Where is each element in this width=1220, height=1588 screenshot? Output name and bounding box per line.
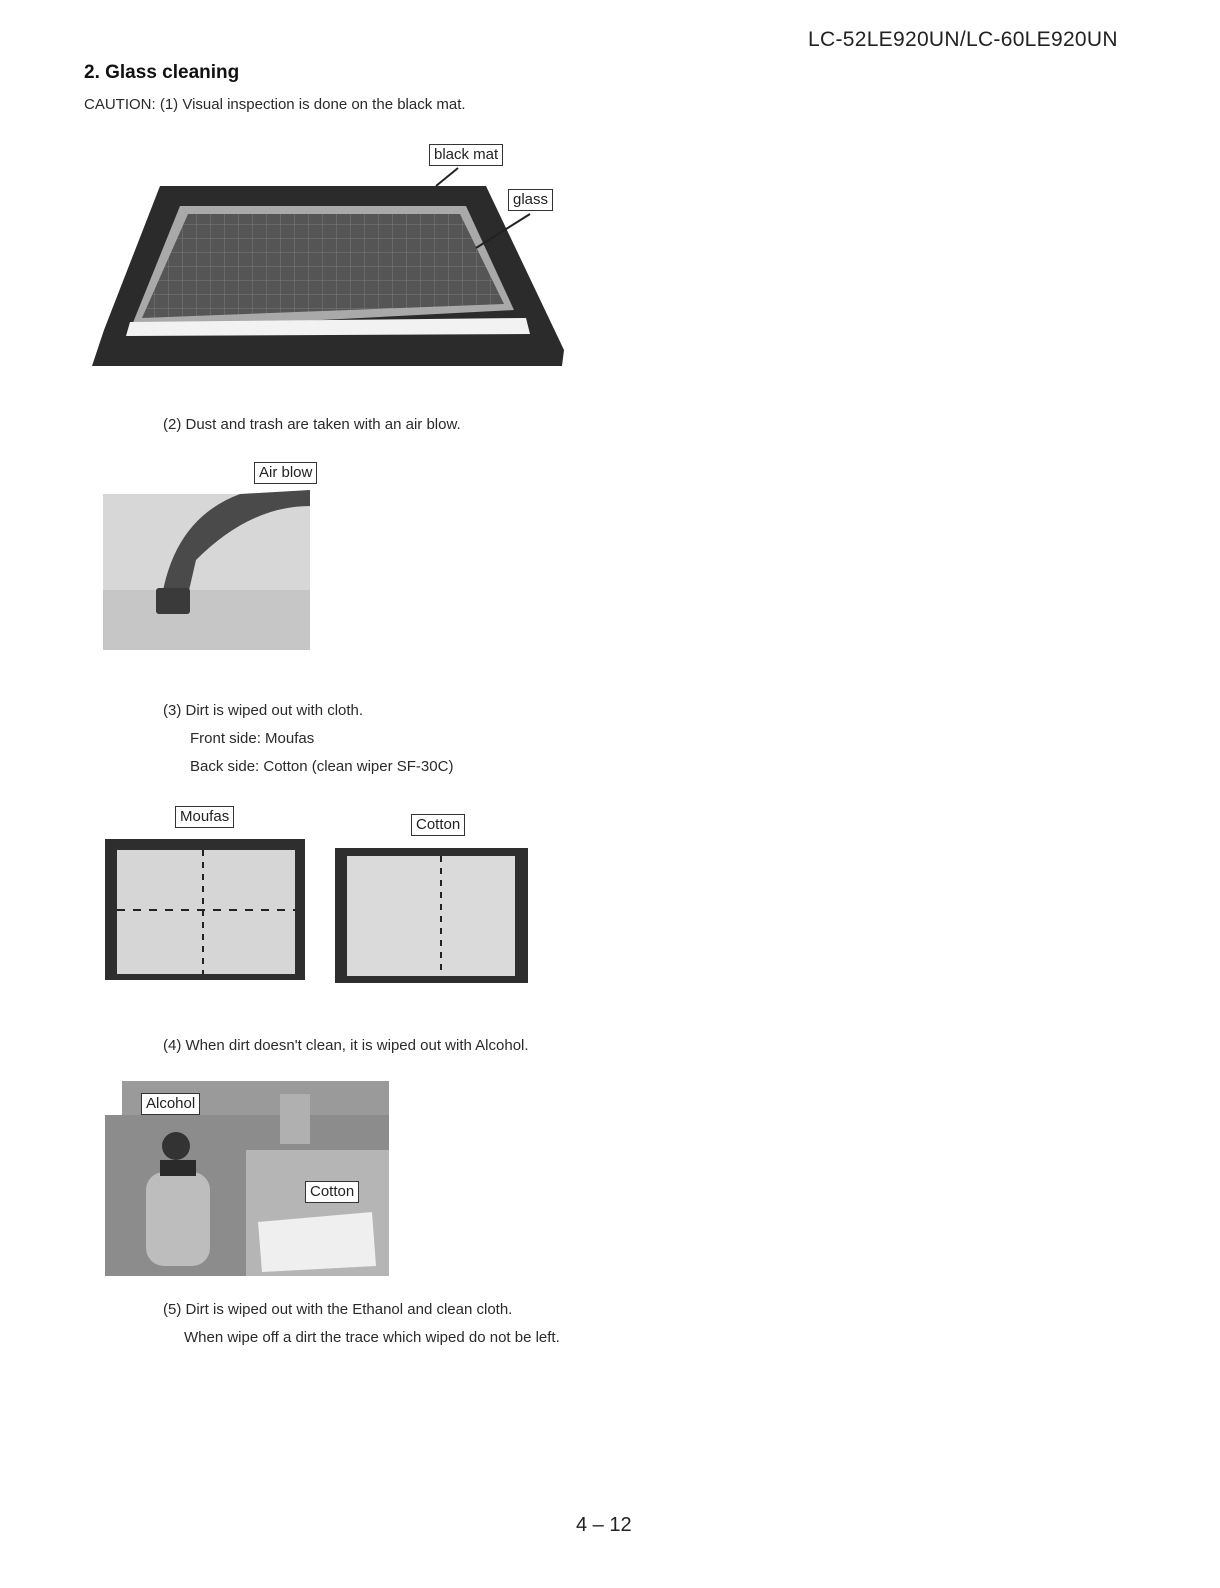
black-mat-label: black mat — [429, 144, 503, 166]
page-number: 4 – 12 — [576, 1514, 632, 1536]
step-3-text: (3) Dirt is wiped out with cloth. — [163, 702, 364, 719]
step-3-back-side: Back side: Cotton (clean wiper SF-30C) — [190, 758, 454, 775]
step-5-text: (5) Dirt is wiped out with the Ethanol and clean cloth. — [163, 1301, 513, 1318]
step-4-text: (4) When dirt doesn't clean, it is wiped out with Alcohol. — [163, 1037, 529, 1054]
cotton-photo-label: Cotton — [305, 1181, 359, 1203]
step-2-text: (2) Dust and trash are taken with an air blow. — [163, 416, 461, 433]
model-number: LC-52LE920UN/LC-60LE920UN — [808, 28, 1118, 51]
section-title: 2. Glass cleaning — [84, 62, 240, 83]
alcohol-label: Alcohol — [141, 1093, 200, 1115]
air-blow-label: Air blow — [254, 462, 317, 484]
step-3-front-side: Front side: Moufas — [190, 730, 315, 747]
caution-text: CAUTION: (1) Visual inspection is done on the black mat. — [84, 96, 466, 113]
glass-label: glass — [508, 189, 553, 211]
moufas-label: Moufas — [175, 806, 234, 828]
step-5-note: When wipe off a dirt the trace which wiped do not be left. — [184, 1329, 560, 1346]
cotton-cloth-label: Cotton — [411, 814, 465, 836]
